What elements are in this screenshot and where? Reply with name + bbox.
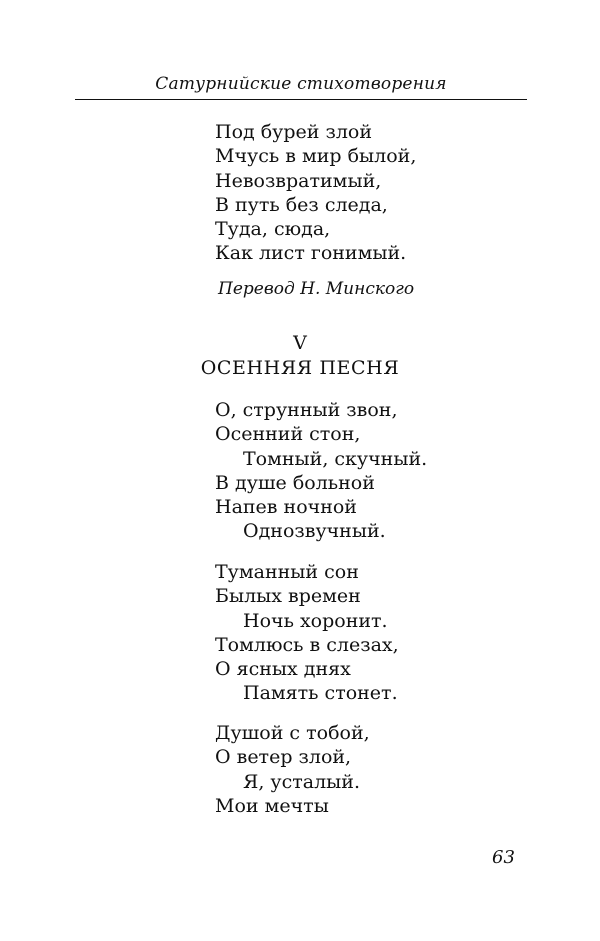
verse-line: О ветер злой, [215, 746, 352, 769]
verse-line: Мчусь в мир былой, [215, 145, 417, 168]
verse-line: О, струнный звон, [215, 399, 398, 421]
verse-line: Туманный сон [215, 561, 359, 583]
verse-line: Осенний стон, [215, 423, 361, 446]
verse-line: Томлюсь в слезах, [215, 633, 399, 656]
stanza-2 [215, 560, 399, 706]
verse-line: Под бурей злой [215, 121, 373, 143]
verse-line: О ясных днях [215, 658, 351, 681]
previous-poem-ending [215, 120, 416, 266]
verse-line: Память стонет. [243, 682, 398, 705]
page-number: 63 [492, 847, 515, 868]
verse-line: Невозвратимый, [215, 169, 382, 192]
verse-line: Однозвучный. [243, 520, 386, 543]
verse-line: Былых времен [215, 585, 361, 608]
verse-line: Я, усталый. [243, 770, 360, 793]
verse-line: Томный, скучный. [243, 447, 428, 470]
stanza-1 [215, 398, 427, 544]
poem-number: V [293, 332, 307, 354]
header-rule [75, 99, 527, 100]
poem-title: ОСЕННЯЯ ПЕСНЯ [200, 357, 400, 379]
verse-line: Мои мечты [215, 794, 329, 817]
stanza-3 [215, 721, 370, 818]
verse-line: В путь без следа, [215, 193, 388, 216]
verse-line: Напев ночной [215, 496, 357, 519]
translator-credit: Перевод Н. Минского [218, 279, 415, 299]
verse-line: В душе больной [215, 471, 375, 494]
verse-line: Душой с тобой, [215, 722, 370, 744]
verse-line: Ночь хоронит. [243, 609, 388, 632]
running-head: Сатурнийские стихотворения [155, 74, 447, 94]
verse-line: Туда, сюда, [215, 218, 331, 241]
verse-line: Как лист гонимый. [215, 242, 407, 265]
